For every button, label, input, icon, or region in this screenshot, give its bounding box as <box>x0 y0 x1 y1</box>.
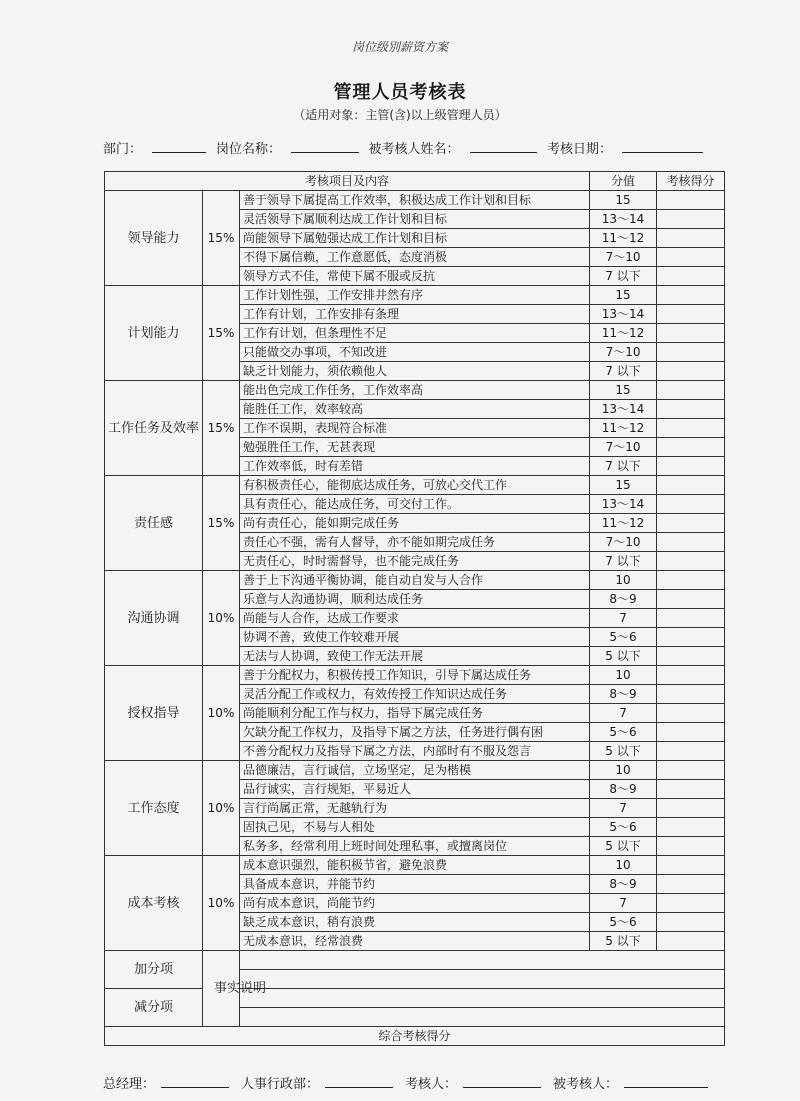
adjustment-entry-cell[interactable] <box>240 970 725 989</box>
criterion-text-cell: 尚有成本意识，尚能节约 <box>240 894 590 913</box>
hr-signature-blank[interactable] <box>325 1074 393 1088</box>
criterion-score-cell: 15 <box>590 191 657 210</box>
result-entry-cell[interactable] <box>657 723 725 742</box>
position-blank[interactable] <box>291 139 358 153</box>
criterion-score-cell: 7 <box>590 609 657 628</box>
criterion-text-cell: 品行诚实，言行规矩，平易近人 <box>240 780 590 799</box>
meta-info-row <box>103 138 703 157</box>
criterion-score-cell: 8～9 <box>590 590 657 609</box>
criterion-score-cell: 8～9 <box>590 875 657 894</box>
criterion-score-cell: 10 <box>590 666 657 685</box>
criterion-score-cell: 7 <box>590 894 657 913</box>
criterion-text-cell: 灵活分配工作或权力，有效传授工作知识达成任务 <box>240 685 590 704</box>
table-row <box>105 191 725 210</box>
result-entry-cell[interactable] <box>657 685 725 704</box>
hr-label: 人事行政部： <box>241 1077 320 1092</box>
table-row <box>105 761 725 780</box>
criterion-score-cell: 10 <box>590 571 657 590</box>
category-weight-cell: 15% <box>203 286 240 381</box>
result-entry-cell[interactable] <box>657 457 725 476</box>
criterion-text-cell: 尚能顺利分配工作与权力，指导下属完成任务 <box>240 704 590 723</box>
criterion-score-cell: 7～10 <box>590 438 657 457</box>
assessor-label: 考核人： <box>405 1077 458 1092</box>
result-entry-cell[interactable] <box>657 514 725 533</box>
criterion-score-cell: 11～12 <box>590 514 657 533</box>
position-label: 岗位名称： <box>216 142 282 157</box>
table-row <box>105 571 725 590</box>
criterion-text-cell: 尚有责任心，能如期完成任务 <box>240 514 590 533</box>
adjustment-row <box>105 951 725 970</box>
result-entry-cell[interactable] <box>657 400 725 419</box>
criterion-score-cell: 5～6 <box>590 723 657 742</box>
criterion-score-cell: 10 <box>590 761 657 780</box>
criterion-score-cell: 13～14 <box>590 400 657 419</box>
table-row <box>105 286 725 305</box>
assessee-signature-blank[interactable] <box>624 1074 708 1088</box>
criterion-score-cell: 11～12 <box>590 324 657 343</box>
criterion-score-cell: 10 <box>590 856 657 875</box>
criterion-text-cell: 成本意识强烈，能积极节省，避免浪费 <box>240 856 590 875</box>
criterion-text-cell: 品德廉洁，言行诚信，立场坚定，足为楷模 <box>240 761 590 780</box>
criterion-score-cell: 7～10 <box>590 533 657 552</box>
table-header-row <box>105 172 725 191</box>
criterion-text-cell: 无成本意识，经常浪费 <box>240 932 590 951</box>
category-name-cell: 责任感 <box>105 476 203 571</box>
criterion-text-cell: 不善分配权力及指导下属之方法，内部时有不服及怨言 <box>240 742 590 761</box>
total-row <box>105 1027 725 1046</box>
criterion-score-cell: 11～12 <box>590 419 657 438</box>
result-entry-cell[interactable] <box>657 438 725 457</box>
criterion-score-cell: 13～14 <box>590 495 657 514</box>
criterion-text-cell: 善于上下沟通平衡协调，能自动自发与人合作 <box>240 571 590 590</box>
criterion-score-cell: 5～6 <box>590 818 657 837</box>
category-weight-cell: 10% <box>203 571 240 666</box>
criterion-text-cell: 具备成本意识，并能节约 <box>240 875 590 894</box>
result-entry-cell[interactable] <box>657 894 725 913</box>
criterion-text-cell: 私务多，经常利用上班时间处理私事，或擅离岗位 <box>240 837 590 856</box>
criterion-score-cell: 7～10 <box>590 248 657 267</box>
criterion-score-cell: 15 <box>590 286 657 305</box>
criterion-score-cell: 5～6 <box>590 913 657 932</box>
result-entry-cell[interactable] <box>657 609 725 628</box>
criterion-score-cell: 5 以下 <box>590 742 657 761</box>
result-entry-cell[interactable] <box>657 590 725 609</box>
date-label: 考核日期： <box>547 142 613 157</box>
criterion-score-cell: 7 以下 <box>590 362 657 381</box>
gm-signature-blank[interactable] <box>161 1074 229 1088</box>
header-note: 岗位级别薪资方案 <box>351 40 448 54</box>
adjustment-row <box>105 989 725 1008</box>
form-subtitle: （适用对象：主管(含)以上级管理人员） <box>293 108 507 122</box>
fact-description-label-cell <box>203 951 267 1027</box>
bonus-label-cell: 加分项 <box>105 951 203 989</box>
category-name-cell: 工作态度 <box>105 761 203 856</box>
result-entry-cell[interactable] <box>657 913 725 932</box>
criterion-score-cell: 13～14 <box>590 305 657 324</box>
result-entry-cell[interactable] <box>657 210 725 229</box>
category-name-cell: 领导能力 <box>105 191 203 286</box>
result-entry-cell[interactable] <box>657 248 725 267</box>
assessee-name-label: 被考核人姓名： <box>368 142 460 157</box>
form-title: 管理人员考核表 <box>333 82 467 103</box>
result-entry-cell[interactable] <box>657 229 725 248</box>
criterion-score-cell: 7 <box>590 799 657 818</box>
table-row <box>105 381 725 400</box>
result-entry-cell[interactable] <box>657 932 725 951</box>
criterion-score-cell: 7 以下 <box>590 457 657 476</box>
gm-label: 总经理： <box>103 1077 156 1092</box>
criterion-text-cell: 无责任心，时时需督导，也不能完成任务 <box>240 552 590 571</box>
result-entry-cell[interactable] <box>657 647 725 666</box>
result-entry-cell[interactable] <box>657 419 725 438</box>
result-entry-cell[interactable] <box>657 476 725 495</box>
result-entry-cell[interactable] <box>657 381 725 400</box>
result-entry-cell[interactable] <box>657 875 725 894</box>
criterion-text-cell: 灵活领导下属顺利达成工作计划和目标 <box>240 210 590 229</box>
result-entry-cell[interactable] <box>657 362 725 381</box>
date-blank[interactable] <box>622 139 703 153</box>
header-result-cell: 考核得分 <box>657 172 725 191</box>
category-weight-cell: 10% <box>203 666 240 761</box>
criterion-text-cell: 工作有计划，工作安排有条理 <box>240 305 590 324</box>
criterion-text-cell: 责任心不强，需有人督导，亦不能如期完成任务 <box>240 533 590 552</box>
criterion-score-cell: 5～6 <box>590 628 657 647</box>
criterion-text-cell: 乐意与人沟通协调，顺利达成任务 <box>240 590 590 609</box>
result-entry-cell[interactable] <box>657 533 725 552</box>
criterion-text-cell: 具有责任心，能达成任务，可交付工作。 <box>240 495 590 514</box>
result-entry-cell[interactable] <box>657 742 725 761</box>
category-weight-cell: 15% <box>203 191 240 286</box>
category-weight-cell: 10% <box>203 761 240 856</box>
criterion-text-cell: 能出色完成工作任务，工作效率高 <box>240 381 590 400</box>
criterion-score-cell: 5 以下 <box>590 837 657 856</box>
category-weight-cell: 15% <box>203 476 240 571</box>
result-entry-cell[interactable] <box>657 286 725 305</box>
criterion-text-cell: 善于领导下属提高工作效率，积极达成工作计划和目标 <box>240 191 590 210</box>
adjustment-entry-cell[interactable] <box>240 989 725 1008</box>
result-entry-cell[interactable] <box>657 324 725 343</box>
criterion-text-cell: 领导方式不佳，常使下属不服或反抗 <box>240 267 590 286</box>
assessee-label: 被考核人： <box>553 1077 619 1092</box>
criterion-score-cell: 7 以下 <box>590 267 657 286</box>
criterion-text-cell: 尚能与人合作，达成工作要求 <box>240 609 590 628</box>
criterion-score-cell: 8～9 <box>590 780 657 799</box>
assessor-signature-blank[interactable] <box>463 1074 541 1088</box>
result-entry-cell[interactable] <box>657 305 725 324</box>
result-entry-cell[interactable] <box>657 552 725 571</box>
criterion-score-cell: 7 以下 <box>590 552 657 571</box>
total-score-label-cell: 综合考核得分 <box>105 1027 725 1046</box>
criterion-text-cell: 勉强胜任工作，无甚表现 <box>240 438 590 457</box>
deduct-label-cell: 减分项 <box>105 989 203 1027</box>
criterion-text-cell: 工作不误期，表现符合标准 <box>240 419 590 438</box>
category-name-cell: 计划能力 <box>105 286 203 381</box>
criterion-text-cell: 能胜任工作，效率较高 <box>240 400 590 419</box>
fact-description-label: 事实说明 <box>214 980 267 996</box>
assessee-name-blank[interactable] <box>470 139 537 153</box>
result-entry-cell[interactable] <box>657 837 725 856</box>
signature-row <box>103 1073 723 1092</box>
header-score-cell: 分值 <box>590 172 657 191</box>
category-name-cell: 工作任务及效率 <box>105 381 203 476</box>
criterion-text-cell: 言行尚属正常，无越轨行为 <box>240 799 590 818</box>
category-weight-cell: 10% <box>203 856 240 951</box>
criterion-text-cell: 善于分配权力，积极传授工作知识，引导下属达成任务 <box>240 666 590 685</box>
criterion-score-cell: 13～14 <box>590 210 657 229</box>
result-entry-cell[interactable] <box>657 780 725 799</box>
dept-blank[interactable] <box>152 139 206 153</box>
criterion-text-cell: 只能做交办事项，不知改进 <box>240 343 590 362</box>
result-entry-cell[interactable] <box>657 267 725 286</box>
criterion-score-cell: 15 <box>590 476 657 495</box>
result-entry-cell[interactable] <box>657 799 725 818</box>
result-entry-cell[interactable] <box>657 495 725 514</box>
criterion-text-cell: 缺乏成本意识，稍有浪费 <box>240 913 590 932</box>
criterion-text-cell: 工作有计划，但条理性不足 <box>240 324 590 343</box>
result-entry-cell[interactable] <box>657 856 725 875</box>
table-row <box>105 666 725 685</box>
table-row <box>105 856 725 875</box>
category-name-cell: 授权指导 <box>105 666 203 761</box>
category-name-cell: 成本考核 <box>105 856 203 951</box>
criterion-score-cell: 8～9 <box>590 685 657 704</box>
criterion-score-cell: 11～12 <box>590 229 657 248</box>
result-entry-cell[interactable] <box>657 628 725 647</box>
result-entry-cell[interactable] <box>657 343 725 362</box>
criterion-text-cell: 不得下属信赖，工作意愿低，态度消极 <box>240 248 590 267</box>
category-name-cell: 沟通协调 <box>105 571 203 666</box>
criterion-text-cell: 固执己见，不易与人相处 <box>240 818 590 837</box>
criterion-score-cell: 5 以下 <box>590 647 657 666</box>
criterion-score-cell: 5 以下 <box>590 932 657 951</box>
criterion-text-cell: 工作效率低，时有差错 <box>240 457 590 476</box>
result-entry-cell[interactable] <box>657 571 725 590</box>
criterion-text-cell: 欠缺分配工作权力，及指导下属之方法，任务进行偶有困 <box>240 723 590 742</box>
adjustment-entry-cell[interactable] <box>240 951 725 970</box>
criterion-text-cell: 缺乏计划能力，须依赖他人 <box>240 362 590 381</box>
criterion-text-cell: 无法与人协调，致使工作无法开展 <box>240 647 590 666</box>
criterion-text-cell: 尚能领导下属勉强达成工作计划和目标 <box>240 229 590 248</box>
adjustment-entry-cell[interactable] <box>240 1008 725 1027</box>
criterion-text-cell: 协调不善，致使工作较难开展 <box>240 628 590 647</box>
result-entry-cell[interactable] <box>657 761 725 780</box>
criterion-text-cell: 工作计划性强，工作安排井然有序 <box>240 286 590 305</box>
result-entry-cell[interactable] <box>657 666 725 685</box>
result-entry-cell[interactable] <box>657 191 725 210</box>
assessment-table <box>104 171 725 1046</box>
criterion-text-cell: 有积极责任心，能彻底达成任务，可放心交代工作 <box>240 476 590 495</box>
category-weight-cell: 15% <box>203 381 240 476</box>
result-entry-cell[interactable] <box>657 818 725 837</box>
criterion-score-cell: 15 <box>590 381 657 400</box>
table-row <box>105 476 725 495</box>
header-item-cell: 考核项目及内容 <box>105 172 590 191</box>
criterion-score-cell: 7～10 <box>590 343 657 362</box>
result-entry-cell[interactable] <box>657 704 725 723</box>
criterion-score-cell: 7 <box>590 704 657 723</box>
dept-label: 部门： <box>103 142 143 157</box>
